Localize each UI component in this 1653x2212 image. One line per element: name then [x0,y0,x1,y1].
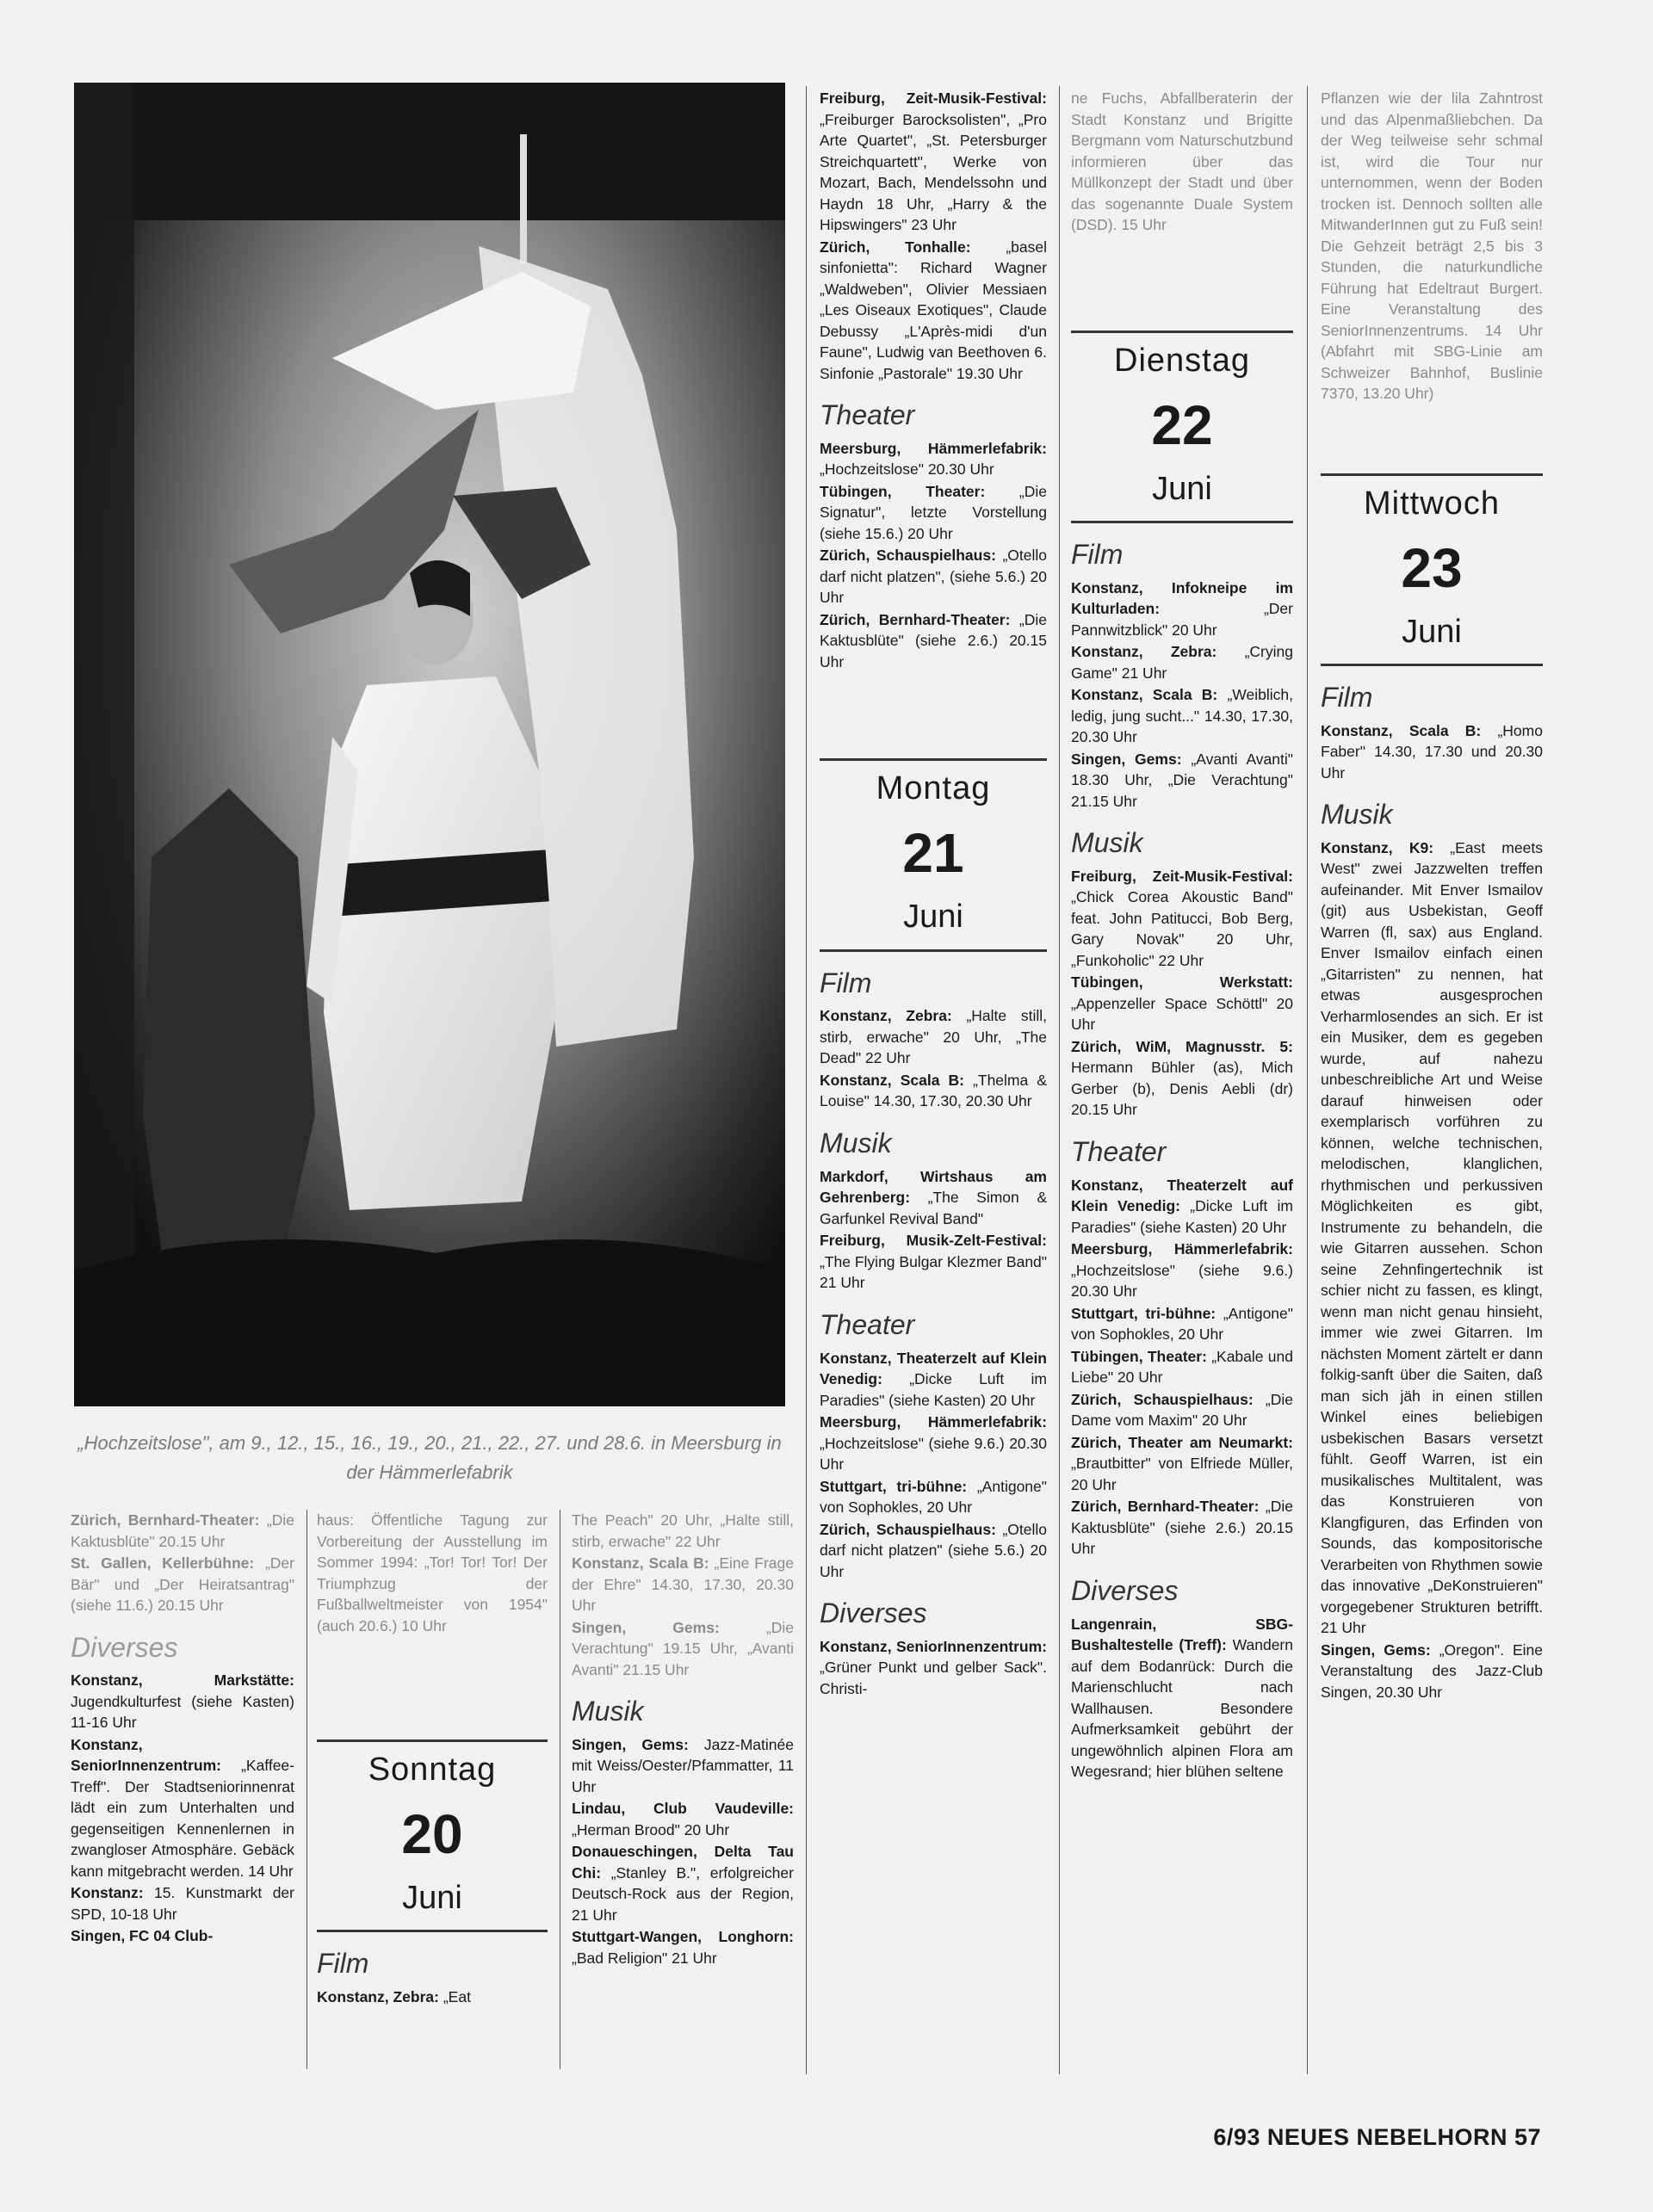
listing-entry: Zürich, Bernhard-Theater: „Die Kaktusblüte" (siehe 2.6.) 20.15 Uhr [820,610,1047,670]
day-header-mittwoch [1321,473,1543,666]
listing-entry: Lindau, Club Vaudeville: „Herman Brood" 20 Uhr [572,1800,794,1838]
listing-entry: Tübingen, Theater: „Die Signatur", letzte Vorstellung (siehe 15.6.) 20 Uhr [820,482,1047,542]
listing-entry: Konstanz, Infokneipe im Kulturladen: „Der Pannwitzblick" 20 Uhr [1071,578,1293,639]
listing-entry: Zürich, Bernhard-Theater: „Die Kaktusblüte" (siehe 2.6.) 20.15 Uhr [1071,1498,1293,1558]
listing-entry: Konstanz: 15. Kunstmarkt der SPD, 10-18 Uhr [71,1884,294,1923]
day-header-montag [820,758,1047,951]
day-number: 20 [401,1803,463,1866]
listing-entry: Singen, Gems: „Oregon". Eine Veranstaltung des Jazz-Club Singen, 20.30 Uhr [1321,1640,1543,1701]
day-name: Montag [876,770,991,807]
listing-entry: Konstanz, Zebra: „Eat [317,1988,471,2006]
day-name: Mittwoch [1364,485,1500,522]
section-heading-musik: Musik [1071,827,1143,859]
section-heading-musik: Musik [572,1696,644,1727]
listing-entry: Freiburg, Zeit-Musik-Festival: „Chick Corea Akoustic Band" feat. John Patitucci, Bob Berg, Gary Novak" 20 Uhr, „Funkoholic" 22 Uhr [1071,867,1293,969]
listing-entry: Zürich, Schauspielhaus: „Otello darf nicht platzen" (siehe 5.6.) 20 Uhr [820,1520,1047,1580]
column-rule [306,1510,307,2069]
listing-entry: Markdorf, Wirtshaus am Gehrenberg: „The Simon & Garfunkel Revival Band" [820,1167,1047,1227]
listing-entry: Zürich, Theater am Neumarkt: „Brautbitter" von Elfriede Müller, 20 Uhr [1071,1433,1293,1493]
column-rule [806,86,807,2074]
listing-entry: Freiburg, Zeit-Musik-Festival: „Freiburger Barocksolisten", „Pro Arte Quartet", „St. Petersburger Streichquartett", Werke von Mozart, Bach, Mendelssohn und Haydn 18 Uhr, „Harry & the Hipswingers" 23 Uhr [820,90,1047,233]
listing-entry: Meersburg, Hämmerlefabrik: „Hochzeitslose" (siehe 9.6.) 20.30 Uhr [1071,1240,1293,1301]
listing-entry: ne Fuchs, Abfallberaterin der Stadt Konstanz und Brigitte Bergmann vom Naturschutzbund informieren über das Müllkonzept der Stadt und über das sogenannte Duale System (DSD). 15 Uhr [1071,90,1293,233]
section-heading-film: Film [1321,681,1373,713]
listing-entry: Meersburg, Hämmerlefabrik: „Hochzeitslose" 20.30 Uhr [820,439,1047,479]
column-rule [1059,86,1060,2074]
column-2 [317,1510,548,2009]
day-number: 23 [1401,536,1463,599]
listing-entry: Pflanzen wie der lila Zahntrost und das Alpenmaßliebchen. Da der Weg teilweise sehr schmal ist, wird die Tour nur unternommen, wenn der Boden trocken ist. Dennoch sollten alle MitwanderInnen gut zu Fuß sein! Die Gehzeit beträgt 2,5 bis 3 Stunden, die naturkundliche Führung hat Edeltraut Burgert. Eine Veranstaltung des SeniorInnenzentrums. 14 Uhr (Abfahrt mit SBG-Linie am Schweizer Bahnhof, Buslinie 7370, 13.20 Uhr) [1321,90,1543,402]
section-heading-musik: Musik [1321,799,1393,831]
listing-entry: Konstanz, Theaterzelt auf Klein Venedig: „Dicke Luft im Paradies" (siehe Kasten) 20 Uhr [820,1349,1047,1409]
listing-entry: Konstanz, Scala B: „Thelma & Louise" 14.30, 17.30, 20.30 Uhr [820,1071,1047,1110]
listing-entry: Konstanz, SeniorInnenzentrum: „Kaffee-Treff". Der Stadtseniorinnenrat lädt ein zum Unterhalten und gegenseitigen Kennenlernen in zwangloser Atmosphäre. Gebäck kann mitgebracht werden. 14 Uhr [71,1735,294,1880]
section-heading-musik: Musik [820,1127,892,1159]
listing-entry: Stuttgart, tri-bühne: „Antigone" von Sophokles, 20 Uhr [1071,1304,1293,1344]
listing-entry: Tübingen, Werkstatt: „Appenzeller Space Schöttl" 20 Uhr [1071,973,1293,1034]
section-heading-diverses: Diverses [1071,1574,1179,1606]
day-month: Juni [1152,470,1212,507]
day-number: 21 [902,822,964,885]
listing-entry: Singen, Gems: „Avanti Avanti" 18.30 Uhr, „Die Verachtung" 21.15 Uhr [1071,750,1293,810]
day-month: Juni [903,899,963,936]
listing-entry: Zürich, Schauspielhaus: „Die Dame vom Maxim" 20 Uhr [1071,1390,1293,1430]
section-heading-theater: Theater [820,1308,915,1340]
section-heading-film: Film [820,967,872,998]
day-month: Juni [1402,613,1462,650]
column-1 [71,1510,294,1948]
listing-entry: Konstanz, Theaterzelt auf Klein Venedig: „Dicke Luft im Paradies" (siehe Kasten) 20 Uhr [1071,1176,1294,1236]
section-heading-film: Film [317,1948,369,1980]
day-header-sonntag [317,1739,548,1932]
column-4 [820,88,1047,1700]
listing-entry: Konstanz, K9: „East meets West" zwei Jazzwelten treffen aufeinander. Mit Enver Ismailov (git) aus Usbekistan, Geoff Warren (fl, sax) aus England. Enver Ismailov einfach einen „Gitarristen" zu nennen, hat etwas ausgesprochen Verharmlosendes an sich. Er ist ein Musiker, dem es gegeben wurde, auf nahezu unbeschreibliche Art und Weise darauf hinweisen oder exemplarisch vorführen zu können, welche technischen, melodischen, klanglichen, rhythmischen und perkussiven Möglichkeiten es gibt, Instrumente zu behandeln, die wie Gitarren aussehen. Schon seine Zehnfingertechnik ist schier nicht zu fassen, es klingt, wenn man nicht genau hinsieht, immer wie zwei Gitarren. Im nächsten Moment zärtelt er dann folkig-sanft über die Saiten, daß man sich jäh in einen stillen Winkel eines beliebigen usbekischen Basars versetzt fühlt. Geoff Warren, ist ein musikalisches Multitalent, was das Konstruieren von Klangfiguren, das Erfinden von Sounds, das kompositorische Verarbeiten von Rhythmen sowie das innovative „DeKonstruieren" vorgegebener Strukturen betrifft. 21 Uhr [1321,838,1543,1637]
listing-entry: Langenrain, SBG-Bushaltestelle (Treff): Wandern auf dem Bodanrück: Durch die Marienschlucht nach Wallhausen. Besondere Aufmerksamkeit gebührt der ungewöhnlich alpinen Flora am Wegesrand; hier blühen seltene [1071,1615,1293,1781]
page-footer: 6/93 NEUES NEBELHORN 57 [1213,2124,1541,2150]
day-header-dienstag [1071,331,1293,523]
column-5 [1071,88,1293,1783]
column-3 [572,1510,794,1969]
listing-entry: Singen, Gems: Jazz-Matinée mit Weiss/Oester/Pfammatter, 11 Uhr [572,1735,794,1795]
listing-entry: Donaueschingen, Delta Tau Chi: „Stanley B.", erfolgreicher Deutsch-Rock aus der Region, 21 Uhr [572,1843,794,1924]
listing-entry: Zürich, Schauspielhaus: „Otello darf nicht platzen", (siehe 5.6.) 20 Uhr [820,547,1047,607]
section-heading-theater: Theater [820,399,915,430]
listing-entry: Singen, Gems: „Die Verachtung" 19.15 Uhr, „Avanti Avanti" 21.15 Uhr [572,1618,794,1678]
section-heading-diverses: Diverses [71,1631,178,1663]
listing-entry: Freiburg, Musik-Zelt-Festival: „The Flying Bulgar Klezmer Band" 21 Uhr [820,1232,1047,1292]
listing-entry: Tübingen, Theater: „Kabale und Liebe" 20 Uhr [1071,1347,1293,1387]
column-rule [1307,86,1308,2074]
listing-entry: haus: Öffentliche Tagung zur Vorbereitung der Ausstellung im Sommer 1994: „Tor! Tor! Tor! Der Triumphzug der Fußballweltmeister von 1954" (auch 20.6.) 10 Uhr [317,1511,548,1634]
day-number: 22 [1151,393,1213,456]
section-heading-theater: Theater [1071,1135,1167,1167]
listing-entry: Konstanz, Scala B: „Eine Frage der Ehre" 14.30, 17.30, 20.30 Uhr [572,1554,794,1614]
listing-entry: Zürich, Tonhalle: „basel sinfonietta": Richard Wagner „Waldweben", Olivier Messiaen „Les Oiseaux Exotiques", Claude Debussy „L'Après-midi d'un Faune", Ludwig van Beethoven 6. Sinfonie „Pastorale" 19.30 Uhr [820,238,1047,382]
listing-entry: Zürich, WiM, Magnusstr. 5: Hermann Bühler (as), Mich Gerber (b), Denis Aebli (dr) 20.15 Uhr [1071,1037,1293,1119]
listing-entry: Konstanz, Zebra: „Halte still, stirb, erwache" 20 Uhr, „The Dead" 22 Uhr [820,1007,1047,1067]
column-6 [1321,88,1543,1703]
listing-entry: Singen, FC 04 Club- [71,1927,214,1945]
day-name: Dienstag [1114,342,1250,379]
stage-photo-image [74,83,785,1406]
listing-entry: Konstanz, Zebra: „Crying Game" 21 Uhr [1071,643,1293,682]
photo-caption: „Hochzeitslose", am 9., 12., 15., 16., 19., 20., 21., 22., 27. und 28.6. in Meersburg in der Hämmerlefabrik [77,1432,782,1484]
listing-entry: Stuttgart, tri-bühne: „Antigone" von Sophokles, 20 Uhr [820,1477,1047,1517]
listing-entry: The Peach" 20 Uhr, „Halte still, stirb, erwache" 22 Uhr [572,1511,794,1550]
listing-entry: Stuttgart-Wangen, Longhorn: „Bad Religion" 21 Uhr [572,1928,794,1967]
stage-photo [74,83,785,1406]
listing-entry: Konstanz, SeniorInnenzentrum: „Grüner Punkt und gelber Sack". Christi- [820,1637,1047,1697]
listing-entry: Meersburg, Hämmerlefabrik: „Hochzeitslose" (siehe 9.6.) 20.30 Uhr [820,1413,1047,1474]
section-heading-film: Film [1071,538,1124,570]
listing-entry: Konstanz, Markstätte: Jugendkulturfest (siehe Kasten) 11-16 Uhr [71,1671,294,1732]
day-month: Juni [402,1880,462,1917]
listing-entry: St. Gallen, Kellerbühne: „Der Bär" und „Der Heiratsantrag" (siehe 11.6.) 20.15 Uhr [71,1554,294,1614]
section-heading-diverses: Diverses [820,1597,927,1629]
listing-entry: Konstanz, Scala B: „Weiblich, ledig, jung sucht..." 14.30, 17.30, 20.30 Uhr [1071,686,1293,746]
day-name: Sonntag [368,1752,497,1788]
listing-entry: Konstanz, Scala B: „Homo Faber" 14.30, 17.30 und 20.30 Uhr [1321,721,1543,782]
listing-entry: Zürich, Bernhard-Theater: „Die Kaktusblüte" 20.15 Uhr [71,1511,294,1550]
